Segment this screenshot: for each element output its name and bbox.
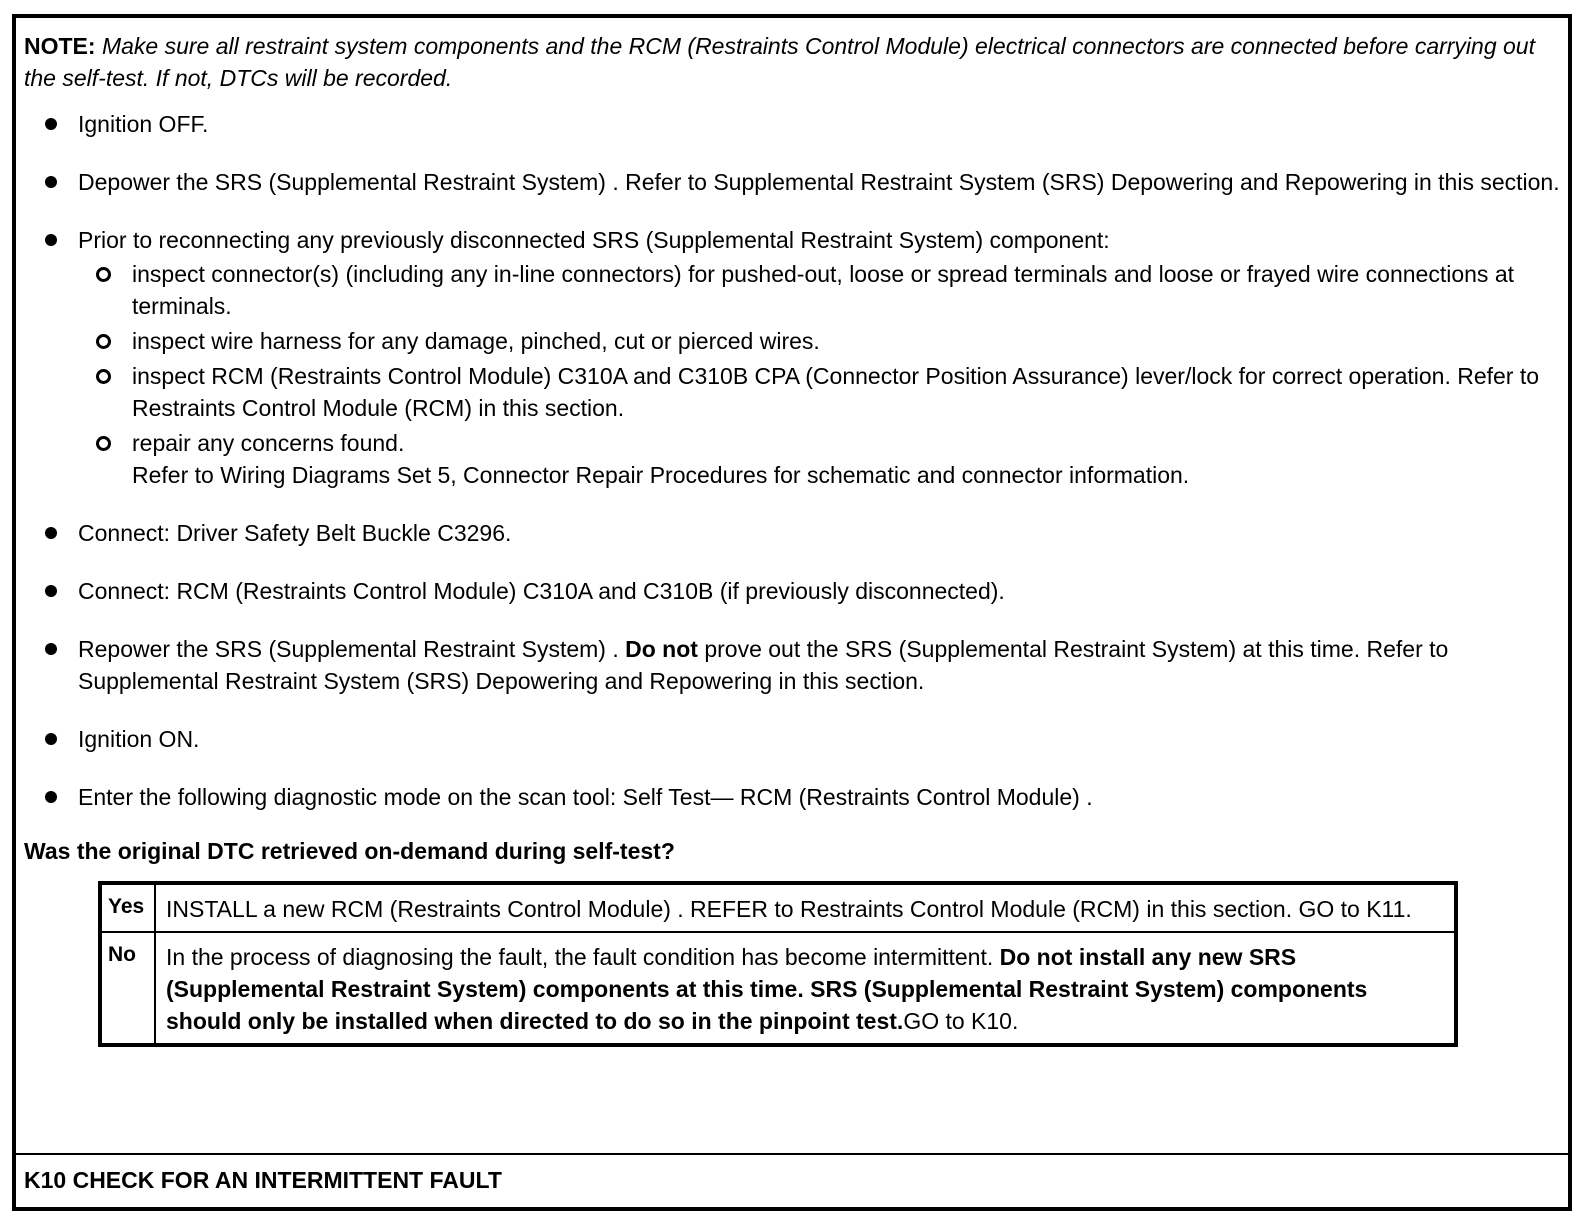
- answer-row-yes: [100, 883, 1456, 932]
- sub-step: inspect RCM (Restraints Control Module) C310A and C310B CPA (Connector Position Assurance) lever/lock for correct operation. Refer to Restraints Control Module (RCM) in this section.: [78, 360, 1560, 424]
- answer-row-no: [100, 932, 1456, 1045]
- bullet-dot-icon: [45, 585, 57, 597]
- bullet-dot-icon: [45, 643, 57, 655]
- answer-table: [98, 881, 1458, 1047]
- bullet-dot-icon: [45, 234, 57, 246]
- note-text: Make sure all restraint system components and the RCM (Restraints Control Module) electrical connectors are connected before carrying out the self-test. If not, DTCs will be recorded.: [24, 33, 1535, 91]
- next-step-heading: K10 CHECK FOR AN INTERMITTENT FAULT: [16, 1153, 1568, 1207]
- step-repower: Repower the SRS (Supplemental Restraint System) . Do not prove out the SRS (Supplemental Restraint System) at this time. Refer to Supplemental Restraint System (SRS) Depowering and Repowering in this section.: [24, 633, 1560, 697]
- sub-step-list: [78, 258, 1560, 491]
- answer-text-no: In the process of diagnosing the fault, the fault condition has become intermittent. Do not install any new SRS (Supplemental Restraint System) components at this time. SRS (Supplemental Restraint System) components should only be installed when directed to do so in the pinpoint test.GO to K10.: [155, 932, 1456, 1045]
- question: Was the original DTC retrieved on-demand during self-test?: [24, 838, 675, 864]
- step-connect-buckle: Connect: Driver Safety Belt Buckle C3296.: [24, 517, 1560, 549]
- step-list: [24, 108, 1560, 813]
- answer-text-yes: INSTALL a new RCM (Restraints Control Module) . REFER to Restraints Control Module (RCM) in this section. GO to K11.: [155, 883, 1456, 932]
- bullet-dot-icon: [45, 733, 57, 745]
- step-connect-rcm: Connect: RCM (Restraints Control Module) C310A and C310B (if previously disconnected).: [24, 575, 1560, 607]
- step-ignition-off: Ignition OFF.: [24, 108, 1560, 140]
- step-depower: Depower the SRS (Supplemental Restraint System) . Refer to Supplemental Restraint System (SRS) Depowering and Repowering in this section.: [24, 166, 1560, 198]
- bullet-dot-icon: [45, 118, 57, 130]
- answer-key-yes: Yes: [100, 883, 155, 932]
- procedure-frame: [12, 14, 1572, 1211]
- step-prior-reconnect: Prior to reconnecting any previously disconnected SRS (Supplemental Restraint System) component: inspect connector(s) (including any in-line connectors) for pushed-out, loose or spread terminals and loose or frayed wire connections at terminals. inspect wire harness for any damage, pinched, cut or pierced wires. inspect RCM (Restraints Control Module) C310A and C310B CPA (Connector Position Assurance) lever/lock for correct operation. Refer to Restraints Control Module (RCM) in this section. repair any concerns found. Refer to Wiring Diagrams Set 5, Connector Repair Procedures for schematic and connector information.: [24, 224, 1560, 491]
- step-ignition-on: Ignition ON.: [24, 723, 1560, 755]
- sub-step: inspect wire harness for any damage, pinched, cut or pierced wires.: [78, 325, 1560, 357]
- bullet-dot-icon: [45, 791, 57, 803]
- bullet-circle-icon: [96, 267, 111, 282]
- bullet-circle-icon: [96, 369, 111, 384]
- sub-step-extra: Refer to Wiring Diagrams Set 5, Connector Repair Procedures for schematic and connector information.: [132, 462, 1190, 488]
- procedure-body: [16, 18, 1568, 1176]
- sub-step: inspect connector(s) (including any in-line connectors) for pushed-out, loose or spread terminals and loose or frayed wire connections at terminals.: [78, 258, 1560, 322]
- bullet-circle-icon: [96, 436, 111, 451]
- note-label: NOTE:: [24, 33, 96, 59]
- bullet-dot-icon: [45, 527, 57, 539]
- bullet-dot-icon: [45, 176, 57, 188]
- step-self-test: Enter the following diagnostic mode on the scan tool: Self Test— RCM (Restraints Control Module) .: [24, 781, 1560, 813]
- answer-key-no: No: [100, 932, 155, 1045]
- bullet-circle-icon: [96, 334, 111, 349]
- sub-step: repair any concerns found. Refer to Wiring Diagrams Set 5, Connector Repair Procedures for schematic and connector information.: [78, 427, 1560, 491]
- note: [24, 30, 1560, 94]
